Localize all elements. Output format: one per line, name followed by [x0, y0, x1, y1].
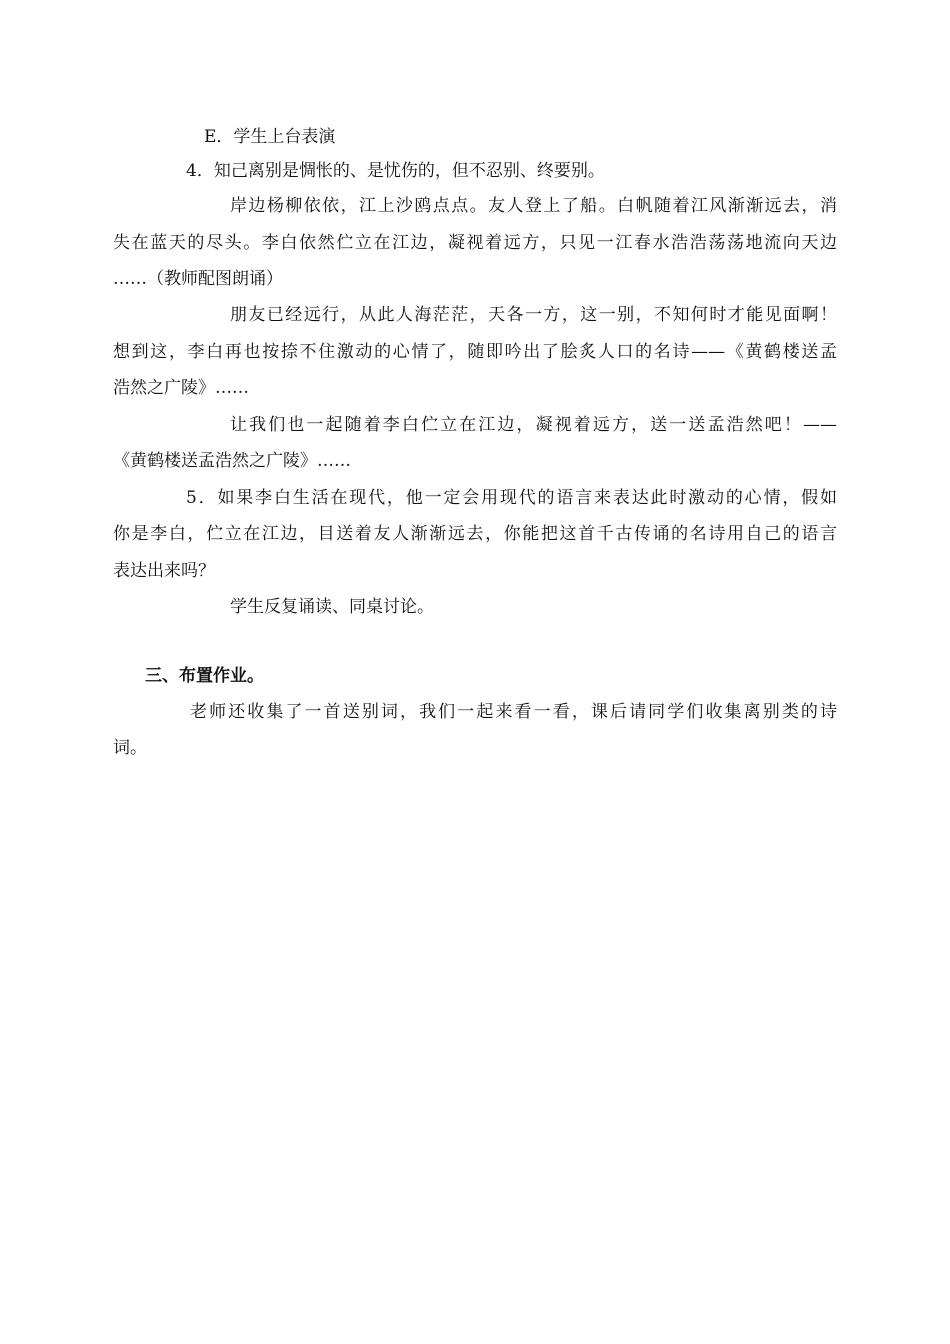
student-activity-text: 学生反复诵读、同桌讨论。: [230, 597, 434, 617]
paragraph-shore-line-2: 失在蓝天的尽头。李白依然伫立在江边，凝视着远方，只见一江春水浩浩荡荡地流向天边: [113, 233, 837, 253]
homework-line-2: 词。: [113, 738, 147, 758]
paragraph-together-line-1: 让我们也一起随着李白伫立在江边，凝视着远方，送一送孟浩然吧！——: [230, 415, 837, 435]
paragraph-together-line-2: 《黄鹤楼送孟浩然之广陵》……: [113, 451, 351, 471]
step-5-line-3: 表达出来吗？: [113, 561, 215, 581]
step-e-text: E．学生上台表演: [204, 127, 336, 147]
paragraph-shore-line-3: ……（教师配图朗诵）: [113, 269, 283, 289]
paragraph-shore-line-1: 岸边杨柳依依，江上沙鸥点点。友人登上了船。白帆随着江风渐渐远去，消: [230, 196, 837, 216]
paragraph-friend-line-2: 想到这，李白再也按捺不住激动的心情了，随即吟出了脍炙人口的名诗——《黄鹤楼送孟: [113, 342, 837, 362]
step-5-line-2: 你是李白，伫立在江边，目送着友人渐渐远去，你能把这首千古传诵的名诗用自己的语言: [113, 524, 837, 544]
step-5-line-1: 5．如果李白生活在现代，他一定会用现代的语言来表达此时激动的心情，假如: [186, 488, 837, 508]
step-4-title: 4．知己离别是惆怅的、是忧伤的，但不忍别、终要别。: [186, 161, 605, 181]
section-3-heading: 三、布置作业。: [145, 666, 264, 686]
paragraph-friend-line-3: 浩然之广陵》……: [113, 378, 249, 398]
paragraph-friend-line-1: 朋友已经远行，从此人海茫茫，天各一方，这一别，不知何时才能见面啊！: [230, 305, 837, 325]
homework-line-1: 老师还收集了一首送别词，我们一起来看一看，课后请同学们收集离别类的诗: [190, 702, 837, 722]
